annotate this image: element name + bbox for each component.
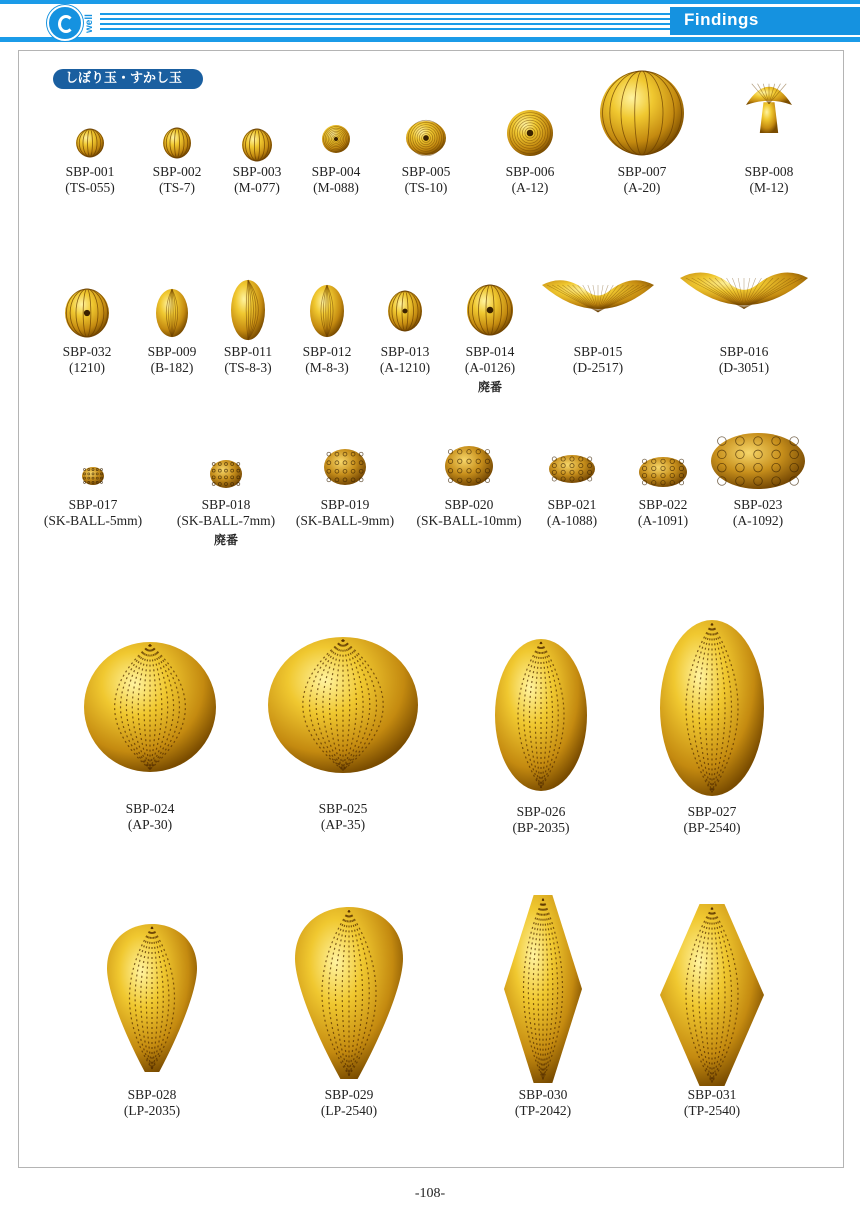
product-caption bbox=[632, 1087, 792, 1119]
page-number: -108- bbox=[414, 1186, 446, 1201]
bead-image bbox=[210, 460, 242, 488]
product-code: SBP-019 bbox=[320, 497, 370, 512]
bead-image bbox=[600, 71, 684, 155]
bead-image bbox=[507, 110, 553, 156]
brand-logo bbox=[47, 5, 83, 41]
product-subcode: (M-088) bbox=[313, 180, 359, 195]
bead-image bbox=[242, 129, 272, 161]
product-caption bbox=[678, 497, 838, 529]
product-code: SBP-031 bbox=[687, 1087, 737, 1102]
product-subcode: (TS-8-3) bbox=[224, 360, 272, 375]
page-header bbox=[0, 0, 860, 42]
product-code: SBP-025 bbox=[318, 801, 368, 816]
product-caption bbox=[664, 344, 824, 376]
product-code: SBP-015 bbox=[573, 344, 623, 359]
bead-image bbox=[711, 433, 805, 489]
bead-image bbox=[388, 291, 422, 331]
product-code: SBP-021 bbox=[547, 497, 597, 512]
product-code: SBP-008 bbox=[744, 164, 794, 179]
bead-image bbox=[65, 289, 109, 337]
product-code: SBP-022 bbox=[638, 497, 688, 512]
product-subcode: (B-182) bbox=[150, 360, 194, 375]
product-code: SBP-018 bbox=[201, 497, 251, 512]
product-subcode: (M-8-3) bbox=[305, 360, 349, 375]
header-line bbox=[100, 28, 670, 30]
product-subcode: (AP-35) bbox=[320, 817, 366, 832]
product-code: SBP-005 bbox=[401, 164, 451, 179]
product-subcode: (SK-BALL-10mm) bbox=[416, 513, 522, 528]
header-line bbox=[100, 13, 670, 15]
bead-image bbox=[542, 270, 654, 330]
discontinued-note: 廃番 bbox=[477, 380, 502, 394]
product-subcode: (SK-BALL-5mm) bbox=[43, 513, 143, 528]
product-subcode: (1210) bbox=[69, 360, 105, 375]
bead-image bbox=[639, 457, 687, 487]
product-caption bbox=[70, 801, 230, 833]
bead-image bbox=[445, 446, 493, 486]
product-caption bbox=[518, 344, 678, 376]
product-code: SBP-004 bbox=[311, 164, 361, 179]
bead-image bbox=[84, 642, 216, 772]
bead-image bbox=[231, 280, 265, 340]
product-subcode: (M-077) bbox=[234, 180, 280, 195]
product-code: SBP-026 bbox=[516, 804, 566, 819]
product-code: SBP-012 bbox=[302, 344, 352, 359]
product-subcode: (LP-2540) bbox=[320, 1103, 378, 1118]
bead-image bbox=[680, 261, 808, 329]
header-stripe-top bbox=[0, 0, 860, 4]
product-code: SBP-030 bbox=[518, 1087, 568, 1102]
bead-image bbox=[163, 128, 191, 158]
brand-logo-text: well bbox=[84, 14, 95, 33]
product-caption bbox=[632, 804, 792, 836]
header-title-box bbox=[670, 7, 860, 35]
product-subcode: (A-1088) bbox=[546, 513, 598, 528]
bead-image bbox=[107, 924, 197, 1072]
bead-image bbox=[549, 455, 595, 483]
product-subcode: (TS-055) bbox=[65, 180, 115, 195]
product-subcode: (A-12) bbox=[511, 180, 549, 195]
bead-image bbox=[268, 637, 418, 773]
bead-image bbox=[406, 121, 446, 155]
page-title: Findings bbox=[684, 10, 759, 29]
product-code: SBP-011 bbox=[223, 344, 273, 359]
bead-image bbox=[156, 289, 188, 337]
product-code: SBP-032 bbox=[62, 344, 112, 359]
product-subcode: (TP-2540) bbox=[683, 1103, 741, 1118]
product-code: SBP-016 bbox=[719, 344, 769, 359]
product-code: SBP-024 bbox=[125, 801, 175, 816]
product-subcode: (D-3051) bbox=[718, 360, 770, 375]
product-code: SBP-013 bbox=[380, 344, 430, 359]
product-subcode: (BP-2035) bbox=[512, 820, 570, 835]
product-subcode: (SK-BALL-9mm) bbox=[295, 513, 395, 528]
product-subcode: (A-20) bbox=[623, 180, 661, 195]
product-subcode: (TS-10) bbox=[404, 180, 448, 195]
bead-image bbox=[746, 77, 792, 133]
product-subcode: (A-1210) bbox=[379, 360, 431, 375]
product-subcode: (A-1091) bbox=[637, 513, 689, 528]
product-code: SBP-009 bbox=[147, 344, 197, 359]
product-caption bbox=[463, 1087, 623, 1119]
bead-image bbox=[660, 620, 764, 796]
product-subcode: (SK-BALL-7mm) bbox=[176, 513, 276, 528]
header-line bbox=[100, 23, 670, 25]
bead-image bbox=[504, 895, 582, 1083]
product-subcode: (M-12) bbox=[749, 180, 789, 195]
product-caption bbox=[72, 1087, 232, 1119]
product-caption bbox=[461, 804, 621, 836]
discontinued-note: 廃番 bbox=[213, 533, 238, 547]
bead-image bbox=[310, 285, 344, 337]
product-subcode: (TP-2042) bbox=[514, 1103, 572, 1118]
bead-image bbox=[324, 449, 366, 485]
product-code: SBP-029 bbox=[324, 1087, 374, 1102]
product-subcode: (A-1092) bbox=[732, 513, 784, 528]
product-code: SBP-017 bbox=[68, 497, 118, 512]
product-code: SBP-001 bbox=[65, 164, 115, 179]
bead-image bbox=[295, 907, 403, 1079]
bead-image bbox=[467, 285, 513, 335]
product-code: SBP-003 bbox=[232, 164, 282, 179]
bead-image bbox=[495, 639, 587, 791]
product-subcode: (AP-30) bbox=[127, 817, 173, 832]
product-code: SBP-028 bbox=[127, 1087, 177, 1102]
product-caption bbox=[689, 164, 849, 196]
bead-image bbox=[322, 125, 350, 153]
product-caption bbox=[269, 1087, 429, 1119]
bead-image bbox=[660, 904, 764, 1086]
product-code: SBP-014 bbox=[465, 344, 515, 359]
product-code: SBP-006 bbox=[505, 164, 555, 179]
product-code: SBP-002 bbox=[152, 164, 202, 179]
product-code: SBP-023 bbox=[733, 497, 783, 512]
header-line bbox=[100, 18, 670, 20]
header-stripe-bottom bbox=[0, 37, 860, 42]
product-subcode: (A-0126) bbox=[464, 360, 516, 375]
product-code: SBP-007 bbox=[617, 164, 667, 179]
bead-image bbox=[82, 467, 104, 485]
bead-image bbox=[76, 129, 104, 157]
product-code: SBP-020 bbox=[444, 497, 494, 512]
product-subcode: (D-2517) bbox=[572, 360, 624, 375]
product-subcode: (BP-2540) bbox=[683, 820, 741, 835]
product-caption bbox=[263, 801, 423, 833]
product-subcode: (LP-2035) bbox=[123, 1103, 181, 1118]
product-subcode: (TS-7) bbox=[159, 180, 195, 195]
section-label: しぼり玉・すかし玉 bbox=[53, 69, 203, 89]
product-code: SBP-027 bbox=[687, 804, 737, 819]
